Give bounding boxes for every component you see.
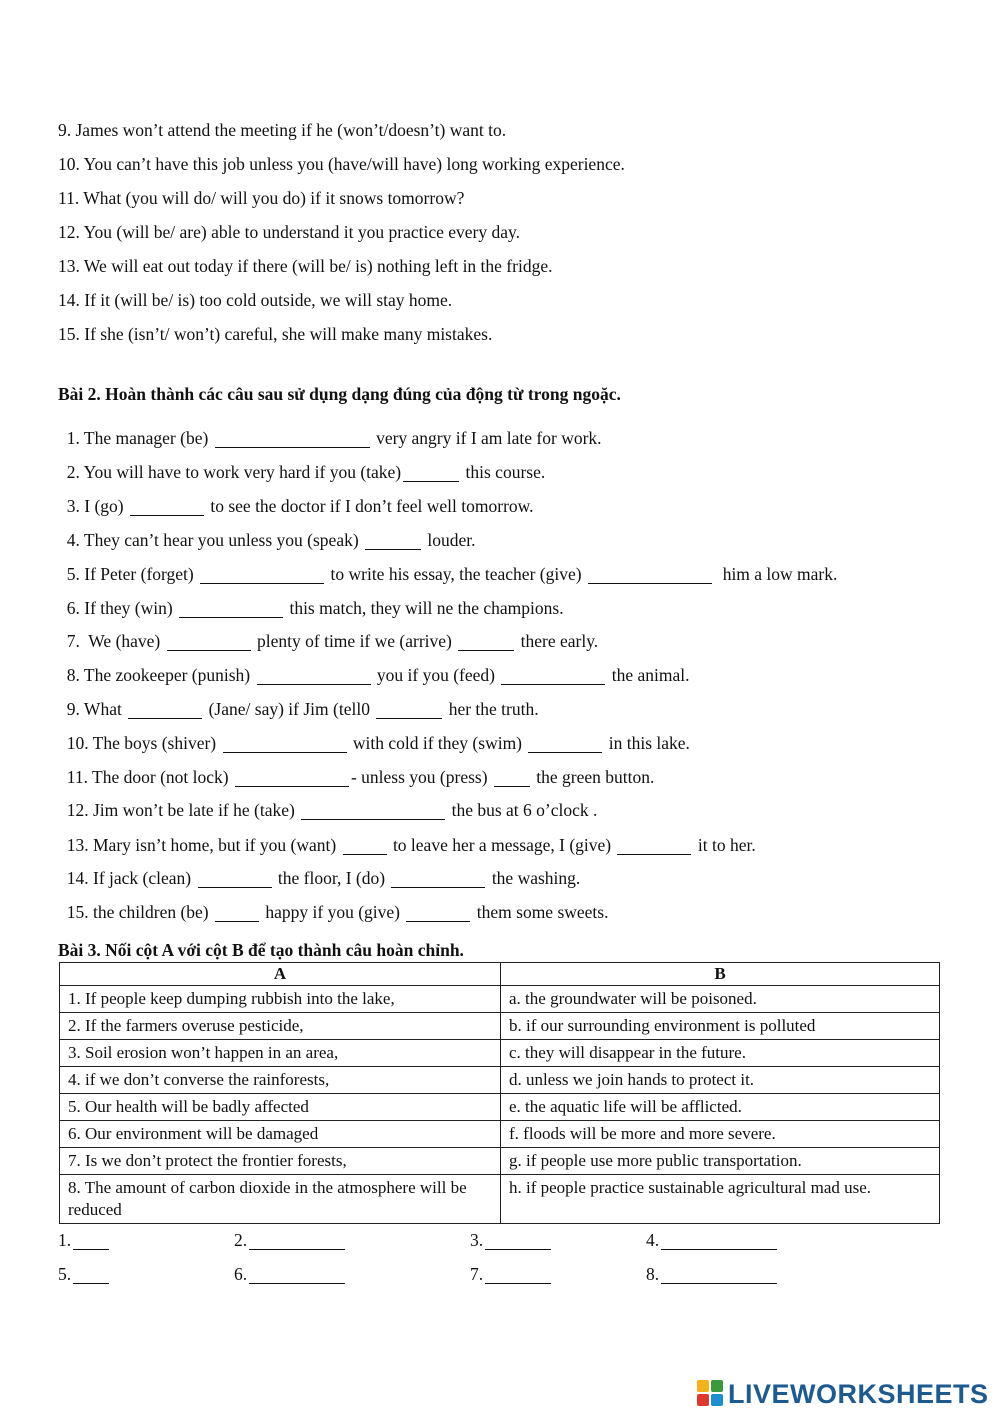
answer-blank[interactable] — [661, 1232, 777, 1250]
answer-slot-7: 7. — [470, 1263, 553, 1285]
answer-slot-3: 3. — [470, 1229, 553, 1251]
ex2-item-9: 9. What (Jane/ say) if Jim (tell0 her the truth. — [66, 699, 539, 719]
ex2-item-15: 15. the children (be) happy if you (give) them some sweets. — [66, 902, 609, 922]
column-a-header: A — [60, 963, 501, 986]
ex2-item-14: 14. If jack (clean) the floor, I (do) the washing. — [66, 868, 581, 888]
column-a-cell: 3. Soil erosion won’t happen in an area, — [60, 1040, 501, 1067]
ex1-item-14: 14. If it (will be/ is) too cold outside, we will stay home. — [58, 290, 453, 310]
ex2-item-8: 8. The zookeeper (punish) you if you (feed) the animal. — [66, 665, 690, 685]
ex2-item-4: 4. They can’t hear you unless you (speak) louder. — [66, 530, 476, 550]
table-row — [60, 1175, 940, 1224]
answer-blank[interactable] — [588, 566, 712, 584]
answer-blank[interactable] — [485, 1232, 551, 1250]
ex2-item-1: 1. The manager (be) very angry if I am late for work. — [66, 428, 602, 448]
answer-blank[interactable] — [73, 1232, 109, 1250]
ex2-item-12: 12. Jim won’t be late if he (take) the bus at 6 o’clock . — [66, 800, 598, 820]
column-b-cell: f. floods will be more and more severe. — [501, 1121, 940, 1148]
answer-blank[interactable] — [249, 1266, 345, 1284]
column-a-cell: 4. if we don’t converse the rainforests, — [60, 1067, 501, 1094]
column-a-cell: 1. If people keep dumping rubbish into the lake, — [60, 986, 501, 1013]
answer-slot-6: 6. — [234, 1263, 347, 1285]
column-b-cell: c. they will disappear in the future. — [501, 1040, 940, 1067]
ex1-item-12: 12. You (will be/ are) able to understand it you practice every day. — [58, 222, 520, 242]
ex2-item-7: 7. We (have) plenty of time if we (arrive) there early. — [66, 631, 599, 651]
liveworksheets-logo[interactable] — [697, 1378, 989, 1410]
ex1-item-11: 11. What (you will do/ will you do) if it snows tomorrow? — [58, 188, 465, 208]
answer-slot-2: 2. — [234, 1229, 347, 1251]
ex2-item-5: 5. If Peter (forget) to write his essay, the teacher (give) him a low mark. — [66, 564, 838, 584]
column-b-cell: a. the groundwater will be poisoned. — [501, 986, 940, 1013]
column-b-cell: e. the aquatic life will be afflicted. — [501, 1094, 940, 1121]
answer-slot-4: 4. — [646, 1229, 779, 1251]
ex1-item-10: 10. You can’t have this job unless you (have/will have) long working experience. — [58, 154, 625, 174]
answer-blank[interactable] — [215, 904, 259, 922]
table-row — [60, 1040, 940, 1067]
table-row — [60, 986, 940, 1013]
column-b-cell: d. unless we join hands to protect it. — [501, 1067, 940, 1094]
ex1-item-15: 15. If she (isn’t/ won’t) careful, she will make many mistakes. — [58, 324, 493, 344]
answer-slot-8: 8. — [646, 1263, 779, 1285]
column-a-cell: 6. Our environment will be damaged — [60, 1121, 501, 1148]
table-row — [60, 1121, 940, 1148]
matching-table — [59, 962, 940, 1224]
table-row — [60, 1094, 940, 1121]
answer-slot-1: 1. — [58, 1229, 111, 1251]
table-row — [60, 1013, 940, 1040]
ex2-title: Bài 2. Hoàn thành các câu sau sử dụng dạng đúng của động từ trong ngoặc. — [58, 384, 621, 404]
column-a-cell: 8. The amount of carbon dioxide in the atmosphere will be reduced — [60, 1175, 501, 1224]
table-row — [60, 1067, 940, 1094]
table-row — [60, 1148, 940, 1175]
answer-blank[interactable] — [661, 1266, 777, 1284]
ex2-item-3: 3. I (go) to see the doctor if I don’t feel well tomorrow. — [66, 496, 534, 516]
column-b-cell: h. if people practice sustainable agricultural mad use. — [501, 1175, 940, 1224]
column-a-cell: 7. Is we don’t protect the frontier forests, — [60, 1148, 501, 1175]
answer-blank[interactable] — [73, 1266, 109, 1284]
answer-blank[interactable] — [617, 837, 691, 855]
liveworksheets-logo-icon — [697, 1380, 725, 1408]
ex2-item-11: 11. The door (not lock) - unless you (press) the green button. — [66, 767, 655, 787]
ex2-item-13: 13. Mary isn’t home, but if you (want) to leave her a message, I (give) it to her. — [66, 835, 756, 855]
ex1-item-9: 9. James won’t attend the meeting if he (won’t/doesn’t) want to. — [58, 120, 507, 140]
column-b-cell: g. if people use more public transportation. — [501, 1148, 940, 1175]
ex1-item-13: 13. We will eat out today if there (will be/ is) nothing left in the fridge. — [58, 256, 553, 276]
answer-blank[interactable] — [485, 1266, 551, 1284]
table-header-row — [60, 963, 940, 986]
column-a-cell: 5. Our health will be badly affected — [60, 1094, 501, 1121]
brand-name: LIVEWORKSHEETS — [728, 1378, 989, 1409]
ex3-title: Bài 3. Nối cột A với cột B để tạo thành câu hoàn chỉnh. — [58, 940, 464, 960]
column-b-header: B — [501, 963, 940, 986]
column-a-cell: 2. If the farmers overuse pesticide, — [60, 1013, 501, 1040]
ex2-item-10: 10. The boys (shiver) with cold if they (swim) in this lake. — [66, 733, 690, 753]
column-b-cell: b. if our surrounding environment is polluted — [501, 1013, 940, 1040]
ex2-item-2: 2. You will have to work very hard if you (take) this course. — [66, 462, 546, 482]
ex2-item-6: 6. If they (win) this match, they will ne the champions. — [66, 598, 564, 618]
answer-blank[interactable] — [406, 904, 470, 922]
answer-slot-5: 5. — [58, 1263, 111, 1285]
answer-blank[interactable] — [249, 1232, 345, 1250]
